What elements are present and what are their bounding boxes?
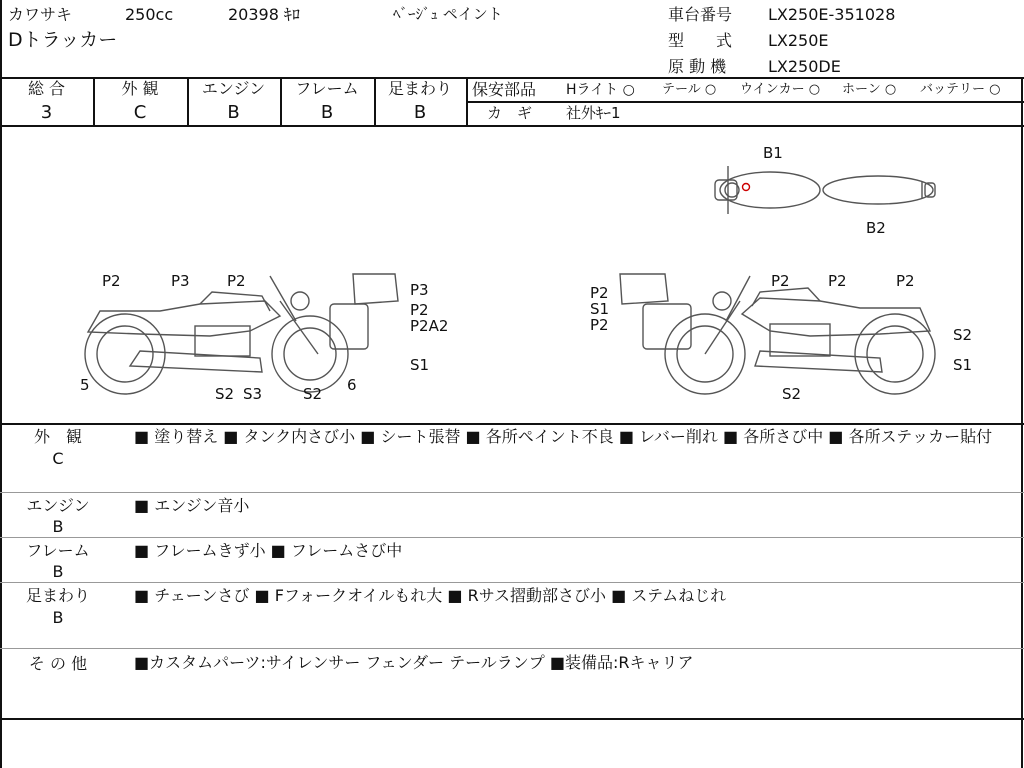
grade-engine-label: エンジン <box>201 79 266 98</box>
label-l-s2-b: S2 <box>303 385 323 403</box>
label-r-p2-b: P2 <box>590 316 609 334</box>
label-b2: B2 <box>866 219 886 237</box>
paint-color: ﾍﾞｰｼﾞｭ ペイント <box>393 5 503 23</box>
frame-no: LX250E-351028 <box>768 5 896 24</box>
remark-text: ■カスタムパーツ:サイレンサー フェンダー テールランプ ■装備品:Rキャリア <box>134 653 694 672</box>
damage-marker <box>743 184 750 191</box>
label-l-5: 5 <box>80 376 90 394</box>
label-l-s3: S3 <box>243 385 263 403</box>
remark-grade: C <box>52 449 64 468</box>
frame-no-label: 車台番号 <box>668 5 733 24</box>
label-r-p2-c: P2 <box>771 272 790 290</box>
type-value: LX250E <box>768 31 829 50</box>
grade-suspension-value: B <box>413 102 427 123</box>
label-r-s1-b: S1 <box>953 356 973 374</box>
grade-total-label: 総 合 <box>27 79 66 98</box>
label-r-s1-a: S1 <box>590 300 610 318</box>
maker: カワサキ <box>8 5 73 24</box>
type-label: 型 式 <box>668 31 733 50</box>
divider <box>0 492 1024 493</box>
mileage: 20398 ｷﾛ <box>228 5 300 24</box>
safety-label: 保安部品 <box>472 80 537 99</box>
divider <box>0 648 1024 649</box>
label-r-p2-e: P2 <box>896 272 915 290</box>
divider <box>466 101 1024 103</box>
label-r-p2-d: P2 <box>828 272 847 290</box>
remark-label: エンジン <box>26 496 90 515</box>
label-l-p2-c: P2 <box>410 301 429 319</box>
remark-text: ■ フレームきず小 ■ フレームさび中 <box>134 541 403 560</box>
remark-label: 足まわり <box>25 586 90 605</box>
grade-frame-value: B <box>320 102 334 123</box>
engine-label: 原 動 機 <box>668 57 727 76</box>
grade-total-value: 3 <box>40 102 53 123</box>
divider <box>0 423 1024 425</box>
grade-suspension-label: 足まわり <box>387 79 452 98</box>
label-l-p3-a: P3 <box>171 272 190 290</box>
key-label: カ ギ <box>487 104 533 122</box>
label-r-p2-a: P2 <box>590 284 609 302</box>
label-l-p2a2: P2A2 <box>410 317 449 335</box>
grade-frame-label: フレーム <box>295 79 359 98</box>
remark-text: ■ チェーンさび ■ Fフォークオイルもれ大 ■ Rサス摺動部さび小 ■ ステムねじれ <box>134 586 727 605</box>
label-l-p3-b: P3 <box>410 281 429 299</box>
bike-right-view <box>620 274 935 394</box>
remark-label: フレーム <box>26 541 90 560</box>
engine-value: LX250DE <box>768 57 841 76</box>
divider <box>0 537 1024 538</box>
remark-grade: B <box>52 517 64 536</box>
remark-grade: B <box>52 562 64 581</box>
grade-engine-value: B <box>227 102 240 123</box>
label-r-s2-a: S2 <box>953 326 973 344</box>
tail-item: テール ○ <box>662 82 717 97</box>
label-l-s2-a: S2 <box>215 385 235 403</box>
label-r-s2-b: S2 <box>782 385 802 403</box>
label-l-p2-a: P2 <box>102 272 121 290</box>
remark-label: 外 観 <box>33 427 82 446</box>
remark-text: ■ エンジン音小 <box>134 496 250 515</box>
remark-label: そ の 他 <box>28 654 88 673</box>
remark-grade: B <box>52 608 64 627</box>
displacement: 250cc <box>125 5 174 24</box>
label-b1: B1 <box>763 144 783 162</box>
label-l-6: 6 <box>347 376 357 394</box>
bike-top-view <box>715 166 935 214</box>
grade-exterior-value: C <box>133 102 147 123</box>
remark-text: ■ 塗り替え ■ タンク内さび小 ■ シート張替 ■ 各所ペイント不良 ■ レバー削れ ■ 各所さび中 ■ 各所ステッカー貼付 <box>134 427 993 446</box>
grade-exterior-label: 外 観 <box>121 79 159 98</box>
divider <box>0 582 1024 583</box>
headlight-item: Hライト ○ <box>566 82 635 98</box>
key-value: 社外ｷｰ1 <box>566 104 621 122</box>
damage-diagram <box>0 126 1021 424</box>
label-l-s1: S1 <box>410 356 430 374</box>
model-name: Dトラッカー <box>8 29 118 51</box>
label-l-p2-b: P2 <box>227 272 246 290</box>
horn-item: ホーン ○ <box>842 82 897 97</box>
divider <box>0 718 1024 720</box>
battery-item: バッテリー ○ <box>920 82 1001 97</box>
winker-item: ウインカー ○ <box>740 82 821 97</box>
divider <box>466 77 468 126</box>
